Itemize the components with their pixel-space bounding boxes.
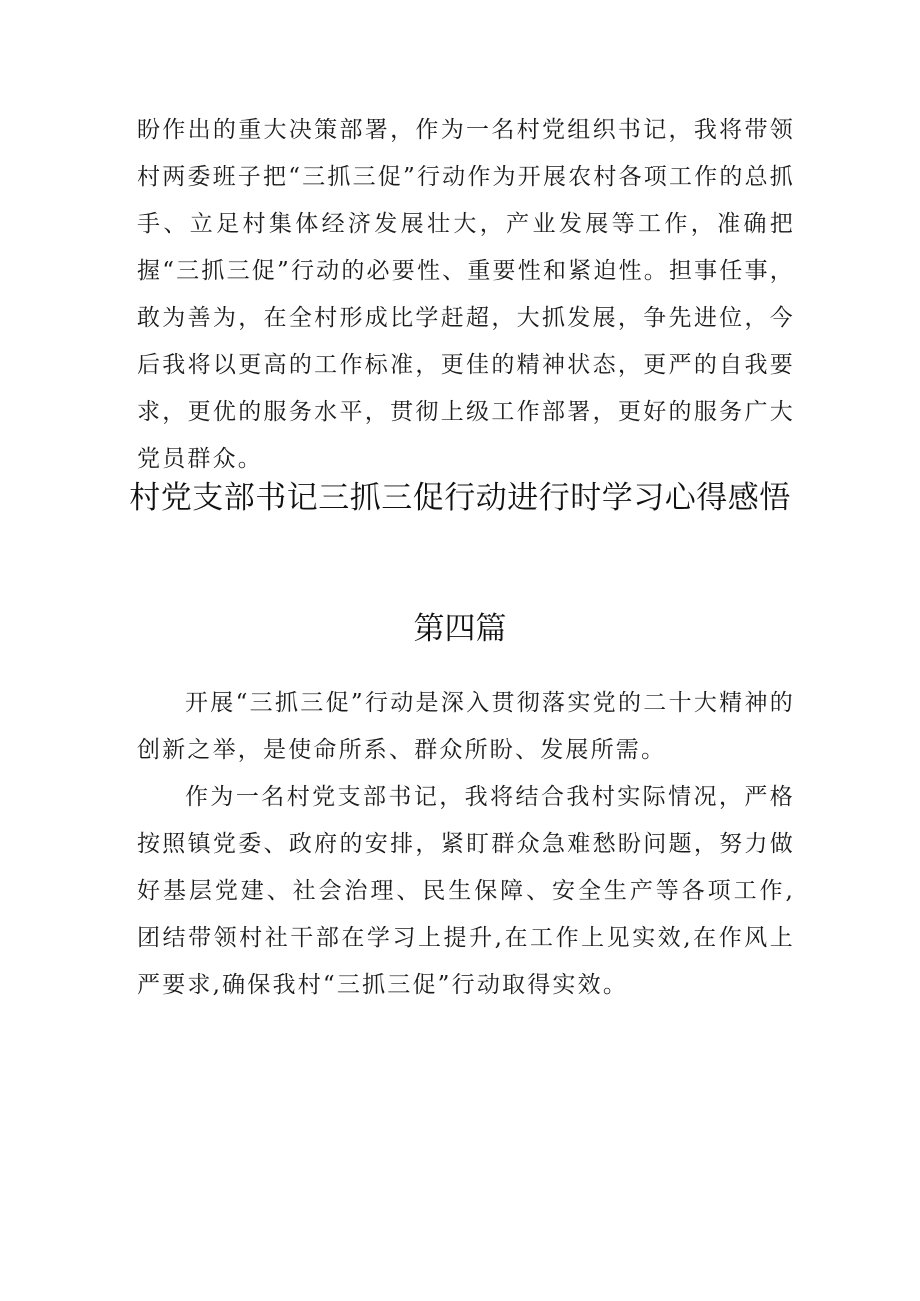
body-paragraph-2: 作为一名村党支部书记，我将结合我村实际情况，严格按照镇党委、政府的安排，紧盯群众急难愁盼问题，努力做好基层党建、社会治理、民生保障、安全生产等各项工作,团结带领村社干部在学习上提升,在工作上见实效,在作风上严要求,确保我村“三抓三促”行动取得实效。	[137, 784, 795, 998]
intro-paragraph: 盼作出的重大决策部署，作为一名村党组织书记，我将带领村两委班子把“三抓三促”行动作为开展农村各项工作的总抓手、立足村集体经济发展壮大，产业发展等工作，准确把握“三抓三促”行动的必要性、重要性和紧迫性。担事任事，敢为善为，在全村形成比学赶超，大抓发展，争先进位，今后我将以更高的工作标准，更佳的精神状态，更严的自我要求，更优的服务水平，贯彻上级工作部署，更好的服务广大党员群众。	[137, 117, 795, 472]
intro-section	[137, 107, 795, 483]
article-subtitle: 第四篇	[413, 611, 507, 647]
body-paragraph-1: 开展“三抓三促”行动是深入贯彻落实党的二十大精神的创新之举，是使命所系、群众所盼、发展所需。	[137, 690, 795, 763]
article-body	[137, 680, 795, 1009]
article-title: 村党支部书记三抓三促行动进行时学习心得感悟	[129, 480, 791, 516]
